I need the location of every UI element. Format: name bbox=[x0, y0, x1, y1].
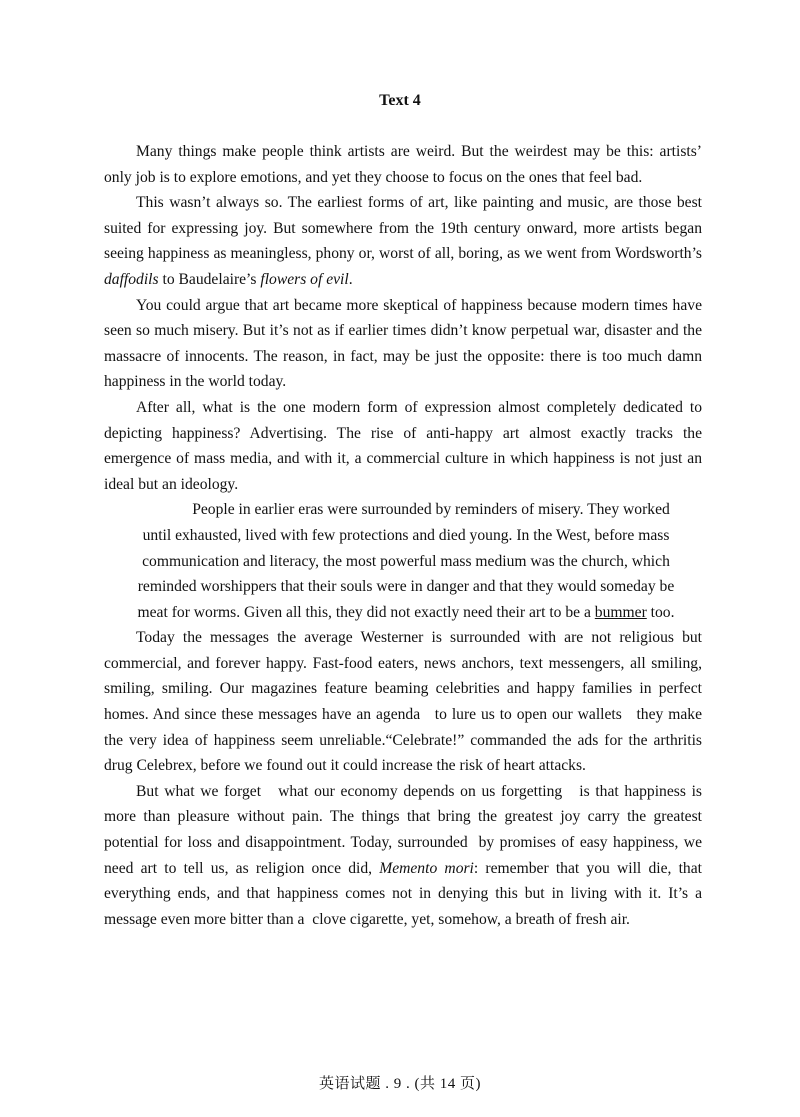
paragraph-5-line-5 bbox=[110, 600, 702, 626]
paragraph-5 bbox=[110, 497, 702, 625]
paragraph-2-text-a: This wasn’t always so. The earliest forms of art, like painting and music, are those best suited for expressing joy. But somewhere from the 19th century onward, more artists began seeing happiness as meaningless, phony or, worst of all, boring, as we went from Wordsworth’s bbox=[104, 194, 702, 263]
paragraph-3: You could argue that art became more skeptical of happiness because modern times have seen so much misery. But it’s not as if earlier times didn’t know perpetual war, disaster and the massacre of innocents. The reason, in fact, may be just the opposite: there is too much damn happiness in the world today. bbox=[104, 296, 702, 391]
paragraph-6: Today the messages the average Westerner is surrounded with are not religious but commercial, and forever happy. Fast-food eaters, news anchors, text messengers, all smiling, smiling, smiling. Our magazines feature beaming celebrities and happy families in perfect homes. And since these messages have an agenda to lure us to open our wallets they make the very idea of happiness seem unreliable.“Celebrate!” commanded the ads for the arthritis drug Celebrex, before we found out it could increase the risk of heart attacks. bbox=[104, 629, 706, 775]
paragraph-1: Many things make people think artists are weird. But the weirdest may be this: artists’ only job is to explore emotions, and yet they choose to focus on the ones that feel bad. bbox=[104, 143, 702, 186]
italic-flowers-of-evil: flowers of evil bbox=[260, 270, 349, 288]
paragraph-2 bbox=[104, 190, 702, 292]
italic-memento-mori: Memento mori bbox=[379, 859, 474, 877]
paragraph-4: After all, what is the one modern form of expression almost completely dedicated to depicting happiness? Advertising. The rise of anti-happy art almost exactly tracks the emergence of mass media, and with it, a commercial culture in which happiness is not just an ideal but an ideology. bbox=[104, 398, 702, 493]
paragraph-5-line-1: People in earlier eras were surrounded by reminders of misery. They worked bbox=[192, 501, 670, 519]
italic-daffodils: daffodils bbox=[104, 270, 159, 288]
paragraph-2-text-c: to Baudelaire’s bbox=[158, 270, 261, 288]
paragraph-5-line-2: until exhausted, lived with few protections and died young. In the West, before mass bbox=[142, 526, 670, 544]
paragraph-7-text-a: But what we forget what our economy depends on us forgetting is that happiness is more than pleasure without pain. The things that bring the greatest joy carry the greatest potential for loss and disappointment. Today, surrounded by promises of easy happiness, we need art to tell us, as religion once did, bbox=[104, 782, 706, 877]
underlined-bummer: bummer bbox=[594, 603, 647, 621]
paragraph-7-text-c: : remember that you will die, that everything ends, and that happiness comes not in denying this but in living with it. It’s a message even more bitter than a clove cigarette, yet, somehow, a breath of fresh air. bbox=[104, 859, 706, 928]
paragraph-5-line-5-c: too. bbox=[646, 603, 675, 621]
paragraph-5-line-3: communication and literacy, the most powerful mass medium was the church, which bbox=[142, 552, 670, 570]
passage-body bbox=[104, 139, 706, 932]
section-title: Text 4 bbox=[379, 92, 421, 109]
paragraph-5-line-5-a: meat for worms. Given all this, they did not exactly need their art to be a bbox=[137, 603, 595, 621]
page-footer: 英语试题 . 9 . (共 14 页) bbox=[319, 1076, 481, 1092]
paragraph-7 bbox=[104, 779, 706, 933]
paragraph-5-line-4: reminded worshippers that their souls were in danger and that they would someday be bbox=[137, 578, 675, 596]
paragraph-2-text-e: . bbox=[348, 270, 353, 288]
